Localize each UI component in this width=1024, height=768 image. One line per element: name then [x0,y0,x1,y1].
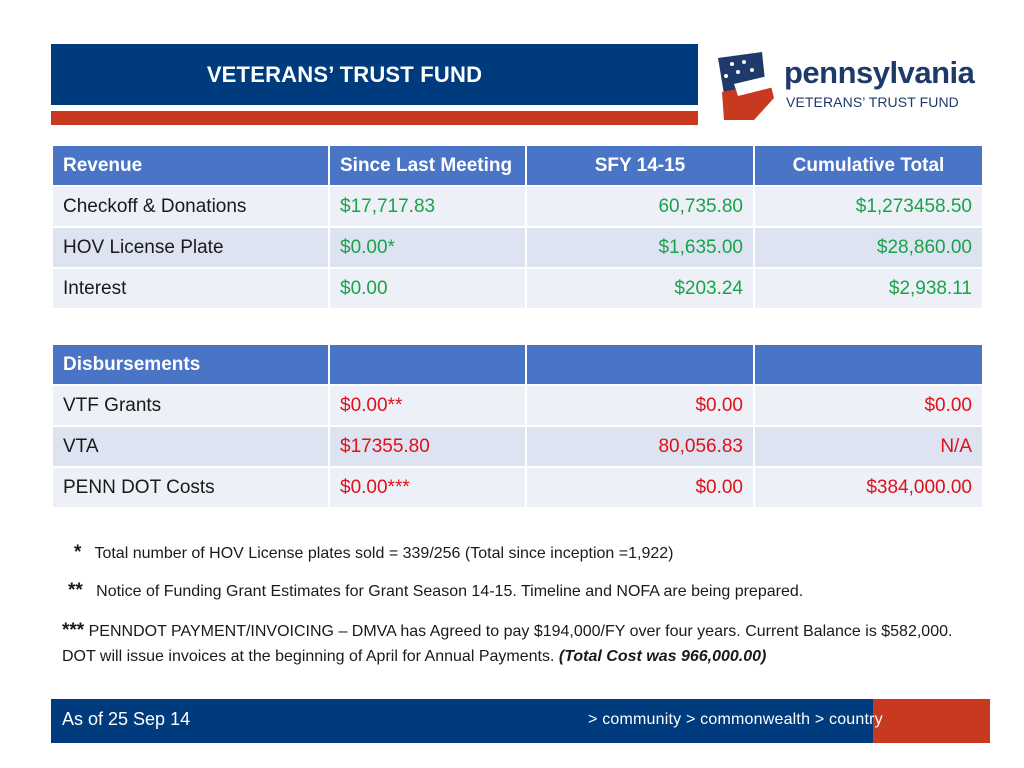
column-header [329,344,526,385]
disbursements-table [51,343,984,509]
sfy-value: $0.00 [526,385,754,426]
cumulative-value: $28,860.00 [754,227,983,268]
row-label: VTF Grants [52,385,329,426]
sfy-value: $203.24 [526,268,754,309]
pennsylvania-logo [714,50,974,122]
table-header-row [52,344,983,385]
since-last-meeting-value: $0.00* [329,227,526,268]
footer-tagline: > community > commonwealth > country [588,711,883,728]
column-header: Cumulative Total [754,145,983,186]
table-row [52,385,983,426]
cumulative-value: N/A [754,426,983,467]
footnote-2-text: Notice of Funding Grant Estimates for Grant Season 14-15. Timeline and NOFA are being prepared. [96,583,804,600]
footnote-3-emphasis: (Total Cost was 966,000.00) [558,648,767,665]
column-header [526,344,754,385]
footnote-3 [62,618,972,669]
footnote-3-mark: *** [62,620,85,641]
flag-emblem-icon [714,50,784,122]
sfy-value: 60,735.80 [526,186,754,227]
sfy-value: $0.00 [526,467,754,508]
footnote-2-mark: ** [68,580,83,601]
table-row [52,186,983,227]
cumulative-value: $384,000.00 [754,467,983,508]
sfy-value: 80,056.83 [526,426,754,467]
table-row [52,268,983,309]
table-row [52,467,983,508]
column-header: SFY 14-15 [526,145,754,186]
column-header: Revenue [52,145,329,186]
column-header [754,344,983,385]
footnote-1-mark: * [74,542,82,563]
footnote-1-text: Total number of HOV License plates sold = 339/256 (Total since inception =1,922) [94,545,674,562]
row-label: Checkoff & Donations [52,186,329,227]
logo-wordmark: pennsylvania [784,55,975,90]
cumulative-value: $2,938.11 [754,268,983,309]
since-last-meeting-value: $17355.80 [329,426,526,467]
row-label: PENN DOT Costs [52,467,329,508]
cumulative-value: $0.00 [754,385,983,426]
since-last-meeting-value: $0.00** [329,385,526,426]
footnote-1 [74,542,673,564]
sfy-value: $1,635.00 [526,227,754,268]
row-label: VTA [52,426,329,467]
revenue-table [51,144,984,310]
logo-subtitle: VETERANS’ TRUST FUND [786,94,959,110]
title-bar [51,44,698,105]
footnote-3-text: PENNDOT PAYMENT/INVOICING – DMVA has Agreed to pay $194,000/FY over four years. Current Balance is $582,000. DOT will issue invoices at the beginning of April for Annual Payments. [62,623,953,665]
since-last-meeting-value: $17,717.83 [329,186,526,227]
row-label: HOV License Plate [52,227,329,268]
footnote-2 [68,580,803,602]
footer-accent-block [873,699,990,743]
cumulative-value: $1,273458.50 [754,186,983,227]
column-header: Disbursements [52,344,329,385]
page-title: VETERANS’ TRUST FUND [206,62,483,87]
table-row [52,426,983,467]
row-label: Interest [52,268,329,309]
column-header: Since Last Meeting [329,145,526,186]
since-last-meeting-value: $0.00*** [329,467,526,508]
accent-strip [51,111,698,125]
table-header-row [52,145,983,186]
footer-bar [51,699,990,743]
since-last-meeting-value: $0.00 [329,268,526,309]
as-of-date: As of 25 Sep 14 [62,709,191,729]
table-row [52,227,983,268]
